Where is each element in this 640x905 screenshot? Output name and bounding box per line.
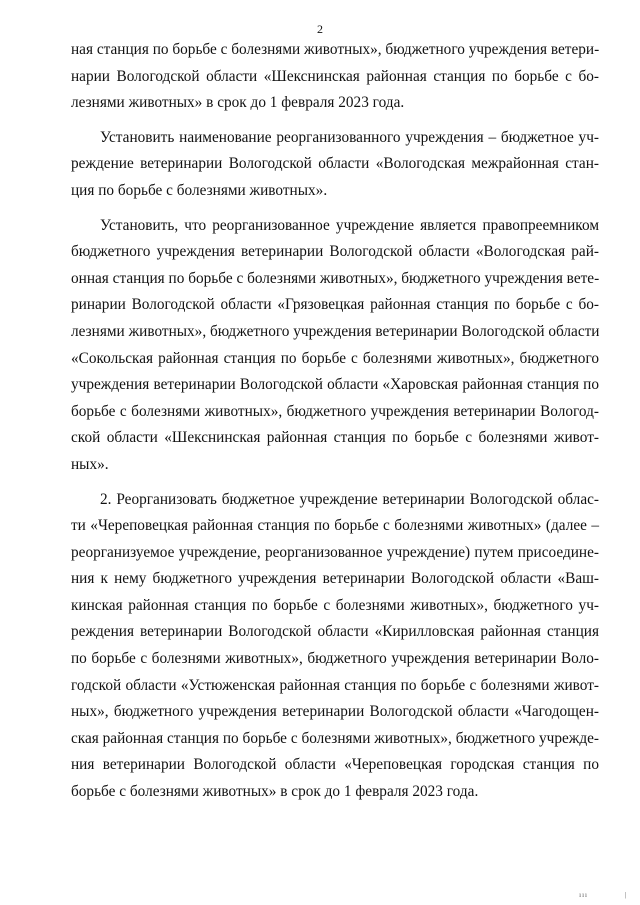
- footer-mark: ııı: [579, 891, 588, 899]
- text-line: реорганизуемое учреждение, реорганизованное учреждение) путем присоедине-: [71, 543, 599, 561]
- text-line: ская районная станция по борьбе с болезнями животных», бюджетного учрежде-: [71, 729, 599, 747]
- paragraph-rename: [71, 125, 599, 205]
- text-line: лезнями животных» в срок до 1 февраля 2023 года.: [71, 94, 405, 112]
- text-line: «Сокольская районная станция по борьбе с болезнями животных», бюджетного: [71, 349, 599, 367]
- text-line: нарии Вологодской области «Шекснинская районная станция по борьбе с бо-: [71, 67, 599, 85]
- paragraph-item-2: [71, 487, 599, 806]
- text-line: кинская районная станция по борьбе с болезнями животных», бюджетного уч-: [71, 596, 599, 614]
- text-line: 2. Реорганизовать бюджетное учреждение ветеринарии Вологодской облас-: [100, 490, 599, 508]
- text-line: ти «Череповецкая районная станция по борьбе с болезнями животных» (далее –: [71, 517, 599, 535]
- text-line: учреждения ветеринарии Вологодской области «Харовская районная станция по: [71, 376, 599, 394]
- text-line: ных».: [71, 455, 109, 473]
- text-line: ринарии Вологодской области «Грязовецкая районная станция по борьбе с бо-: [71, 296, 599, 314]
- page-number: 2: [317, 22, 323, 36]
- paragraph-continuation: [71, 37, 599, 117]
- text-line: бюджетного учреждения ветеринарии Вологодской области «Вологодская рай-: [71, 243, 599, 261]
- text-line: годской области «Устюженская районная станция по борьбе с болезнями живот-: [71, 676, 599, 694]
- text-line: реждение ветеринарии Вологодской области «Вологодская межрайонная стан-: [71, 155, 599, 173]
- text-line: ния ветеринарии Вологодской области «Череповецкая городская станция по: [71, 756, 599, 774]
- document-body: [71, 37, 599, 806]
- text-line: ция по борьбе с болезнями животных».: [71, 181, 328, 199]
- text-line: онная станция по борьбе с болезнями животных», бюджетного учреждения вете-: [71, 269, 600, 287]
- text-line: Установить, что реорганизованное учреждение является правопреемником: [100, 216, 599, 234]
- footer-tick: |: [624, 891, 626, 899]
- paragraph-successor: [71, 213, 599, 479]
- text-line: лезнями животных», бюджетного учреждения ветеринарии Вологодской области: [71, 322, 600, 340]
- text-line: по борьбе с болезнями животных», бюджетного учреждения ветеринарии Воло-: [71, 650, 599, 668]
- text-line: ской области «Шекснинская районная станция по борьбе с болезнями живот-: [71, 429, 599, 447]
- text-line: ния к нему бюджетного учреждения ветеринарии Вологодской области «Ваш-: [71, 570, 599, 588]
- text-line: реждения ветеринарии Вологодской области «Кирилловская районная станция: [71, 623, 599, 641]
- text-line: борьбе с болезнями животных», бюджетного учреждения ветеринарии Вологод-: [71, 402, 599, 420]
- text-line: Установить наименование реорганизованного учреждения – бюджетное уч-: [100, 128, 599, 146]
- text-line: ная станция по борьбе с болезнями животных», бюджетного учреждения ветери-: [71, 41, 600, 58]
- text-line: борьбе с болезнями животных» в срок до 1 февраля 2023 года.: [71, 783, 479, 801]
- text-line: ных», бюджетного учреждения ветеринарии Вологодской области «Чагодощен-: [71, 703, 599, 721]
